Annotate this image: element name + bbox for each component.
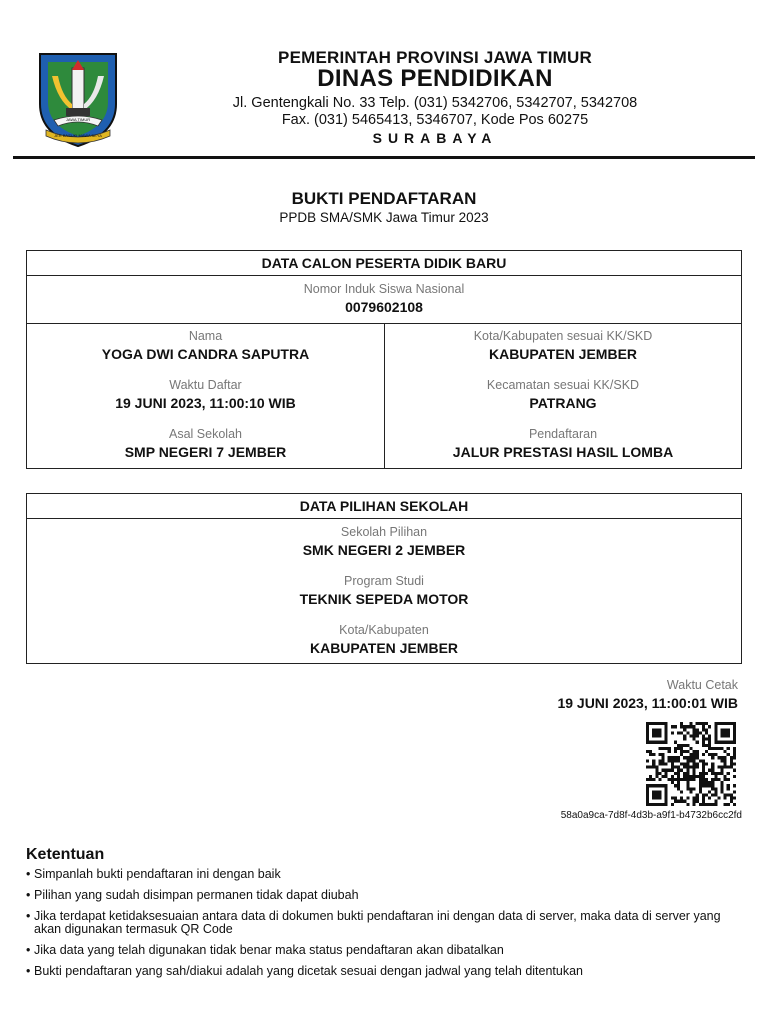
study-program-label: Program Studi [344, 574, 424, 588]
terms-item: • Jika terdapat ketidaksesuaian antara data di dokumen bukti pendaftaran ini dengan data di server, maka data di server yang akan digunakan termasuk QR Code [26, 910, 746, 936]
nisn-label: Nomor Induk Siswa Nasional [303, 282, 465, 296]
nisn-value: 0079602108 [345, 299, 423, 315]
name-label: Nama [188, 329, 223, 343]
study-program-value: TEKNIK SEPEDA MOTOR [299, 591, 469, 607]
school-city-value: KABUPATEN JEMBER [309, 640, 459, 656]
print-time-value: 19 JUNI 2023, 11:00:01 WIB [557, 695, 738, 711]
student-data-box [26, 250, 742, 469]
letterhead-divider [13, 156, 755, 159]
letterhead-city: SURABAYA [372, 130, 498, 146]
student-data-heading: DATA CALON PESERTA DIDIK BARU [27, 251, 741, 276]
city-label: Kota/Kabupaten sesuai KK/SKD [473, 329, 653, 343]
school-choice-heading: DATA PILIHAN SEKOLAH [27, 494, 741, 519]
terms-item: • Bukti pendaftaran yang sah/diakui adalah yang dicetak sesuai dengan jadwal yang telah ditentukan [26, 965, 746, 978]
letterhead-department: DINAS PENDIDIKAN [317, 65, 553, 92]
student-detail-grid [27, 323, 741, 468]
student-detail-right [385, 323, 741, 468]
jawa-timur-logo-icon [36, 46, 120, 150]
document-title: BUKTI PENDAFTARAN [291, 189, 477, 208]
terms-item: • Jika data yang telah digunakan tidak benar maka status pendaftaran akan dibatalkan [26, 944, 746, 957]
registration-track-label: Pendaftaran [528, 427, 598, 441]
terms-item: • Simpanlah bukti pendaftaran ini dengan baik [26, 868, 746, 881]
terms-item: • Pilihan yang sudah disimpan permanen tidak dapat diubah [26, 889, 746, 902]
district-label: Kecamatan sesuai KK/SKD [486, 378, 640, 392]
qr-code-id: 58a0a9ca-7d8f-4d3b-a9f1-b4732b6cc2fd [560, 810, 742, 821]
qr-code-icon [646, 722, 736, 806]
district-value: PATRANG [529, 395, 597, 411]
student-detail-left [27, 323, 385, 468]
document-subtitle: PPDB SMA/SMK Jawa Timur 2023 [279, 210, 489, 225]
registration-track-value: JALUR PRESTASI HASIL LOMBA [452, 444, 674, 460]
registered-time-value: 19 JUNI 2023, 11:00:10 WIB [115, 395, 296, 411]
terms-list [26, 868, 746, 986]
logo-ribbon-text: JER BASUKI MAWA BEYA [54, 133, 102, 138]
origin-school-value: SMP NEGERI 7 JEMBER [124, 444, 287, 460]
letterhead-address-line2: Fax. (031) 5465413, 5346707, Kode Pos 60275 [281, 112, 589, 128]
chosen-school-value: SMK NEGERI 2 JEMBER [302, 542, 466, 558]
logo-banner-text: JAWA TIMUR [65, 117, 91, 122]
letterhead-government: PEMERINTAH PROVINSI JAWA TIMUR [278, 48, 592, 67]
letterhead-address-line1: Jl. Gentengkali No. 33 Telp. (031) 5342706, 5342707, 5342708 [232, 95, 638, 111]
school-city-label: Kota/Kabupaten [339, 623, 429, 637]
origin-school-label: Asal Sekolah [169, 427, 242, 441]
school-choice-box [26, 493, 742, 664]
name-value: YOGA DWI CANDRA SAPUTRA [101, 346, 310, 362]
city-value: KABUPATEN JEMBER [488, 346, 638, 362]
terms-title: Ketentuan [26, 846, 105, 863]
school-choice-body [27, 519, 741, 663]
nisn-section [27, 276, 741, 324]
chosen-school-label: Sekolah Pilihan [340, 525, 428, 539]
print-time-label: Waktu Cetak [666, 678, 738, 692]
registered-time-label: Waktu Daftar [169, 378, 242, 392]
